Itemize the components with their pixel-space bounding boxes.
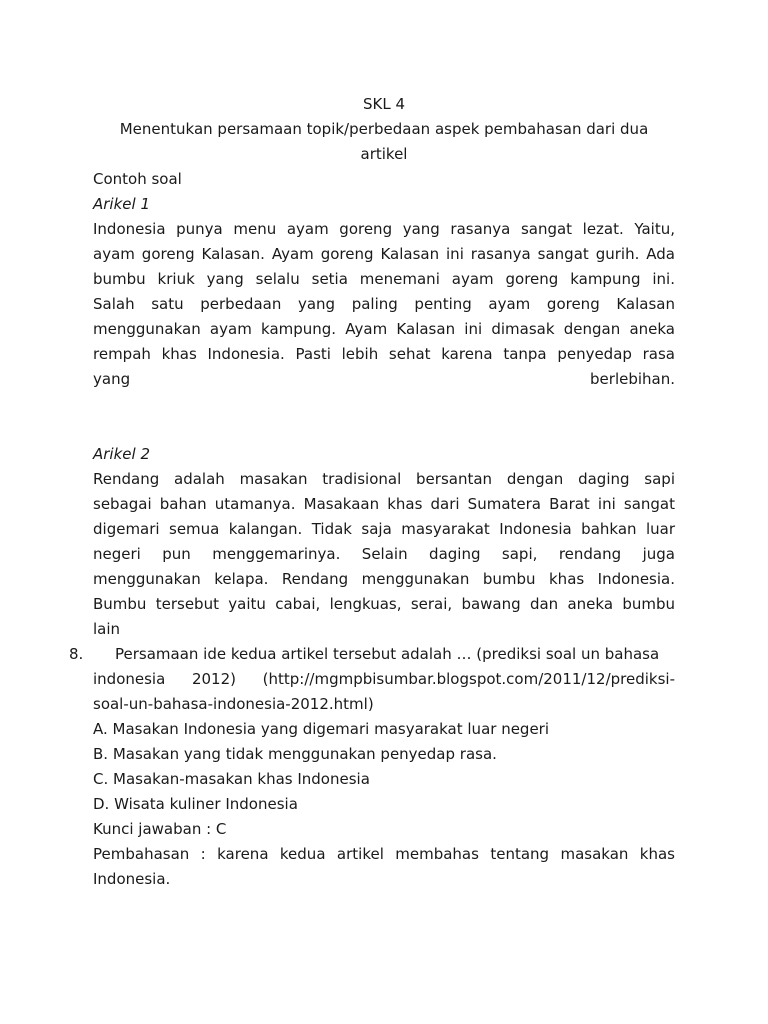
article-1-line: yang berlebihan. <box>93 370 675 388</box>
contoh-soal-label: Contoh soal <box>93 170 182 188</box>
explanation-line-2: Indonesia. <box>93 870 171 888</box>
subtitle-line-2: artikel <box>360 145 408 163</box>
article-2-title: Arikel 2 <box>93 445 150 463</box>
explanation-line-1: Pembahasan : karena kedua artikel membahas tentang masakan khas <box>93 845 675 863</box>
article-1-body <box>93 217 675 392</box>
article-2-line: digemari semua kalangan. Tidak saja masyarakat Indonesia bahkan luar <box>93 520 675 538</box>
question-line-2: indonesia 2012) (http://mgmpbisumbar.blogspot.com/2011/12/prediksi- <box>93 670 675 688</box>
option-c: C. Masakan-masakan khas Indonesia <box>93 770 370 788</box>
article-1-line: menggunakan ayam kampung. Ayam Kalasan ini dimasak dengan aneka <box>93 320 675 338</box>
page-heading: SKL 4 <box>362 95 406 113</box>
option-a: A. Masakan Indonesia yang digemari masyarakat luar negeri <box>93 720 550 738</box>
article-2-line: menggunakan kelapa. Rendang menggunakan bumbu khas Indonesia. <box>93 570 675 588</box>
article-1-line: Indonesia punya menu ayam goreng yang rasanya sangat lezat. Yaitu, <box>93 220 675 238</box>
article-1-title: Arikel 1 <box>93 195 150 213</box>
question-line-1: Persamaan ide kedua artikel tersebut adalah … (prediksi soal un bahasa <box>115 645 660 663</box>
article-2-line: sebagai bahan utamanya. Masakaan khas dari Sumatera Barat ini sangat <box>93 495 675 513</box>
subtitle-line-1: Menentukan persamaan topik/perbedaan aspek pembahasan dari dua <box>119 120 649 138</box>
article-1-line: Salah satu perbedaan yang paling penting ayam goreng Kalasan <box>93 295 675 313</box>
option-d: D. Wisata kuliner Indonesia <box>93 795 298 813</box>
question-line-3: soal-un-bahasa-indonesia-2012.html) <box>93 695 374 713</box>
article-2-line: Bumbu tersebut yaitu cabai, lengkuas, serai, bawang dan aneka bumbu <box>93 595 675 613</box>
question-number: 8. <box>69 645 84 663</box>
question-8 <box>69 642 675 717</box>
article-1-line: bumbu kriuk yang selalu setia menemani ayam goreng kampung ini. <box>93 270 675 288</box>
article-2-line: negeri pun menggemarinya. Selain daging sapi, rendang juga <box>93 545 675 563</box>
article-2-body <box>93 467 675 642</box>
answer-options <box>93 717 675 817</box>
article-2-line: Rendang adalah masakan tradisional bersantan dengan daging sapi <box>93 470 675 488</box>
article-1-line: rempah khas Indonesia. Pasti lebih sehat karena tanpa penyedap rasa <box>93 345 675 363</box>
article-2-line: lain <box>93 620 121 638</box>
answer-key: Kunci jawaban : C <box>93 820 227 838</box>
section-spacer <box>93 392 675 442</box>
article-1-line: ayam goreng Kalasan. Ayam goreng Kalasan ini rasanya sangat gurih. Ada <box>93 245 675 263</box>
document-content <box>69 92 675 892</box>
option-b: B. Masakan yang tidak menggunakan penyedap rasa. <box>93 745 497 763</box>
